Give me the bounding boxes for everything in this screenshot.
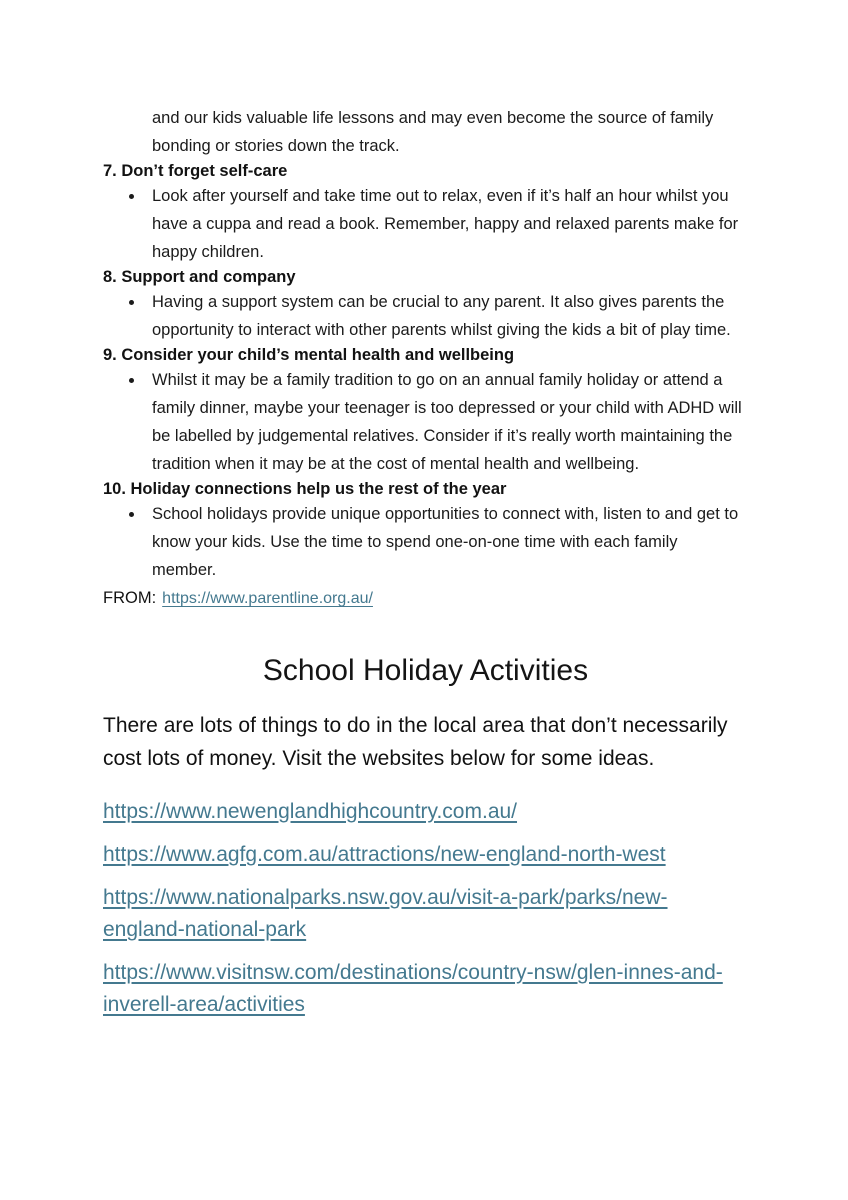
tip-heading-9: 9. Consider your child’s mental health and wellbeing — [103, 346, 515, 364]
source-line — [103, 584, 748, 613]
bullet-item — [152, 500, 744, 584]
bullet-text: Whilst it may be a family tradition to go on an annual family holiday or attend a family dinner, maybe your teenager is too depressed or your child with ADHD will be labelled by judgemental relatives. Consider if it’s really worth maintaining the tradition when it may be at the cost of mental health and wellbeing. — [152, 371, 742, 473]
bullet-icon — [129, 300, 134, 305]
tip-continuation-text: and our kids valuable life lessons and may even become the source of family bonding or stories down the track. — [152, 109, 714, 155]
tips-section — [103, 104, 748, 613]
activities-intro: There are lots of things to do in the local area that don’t necessarily cost lots of money. Visit the websites below for some ideas. — [103, 714, 728, 770]
tip-heading-7: 7. Don’t forget self-care — [103, 162, 288, 180]
bullet-icon — [129, 378, 134, 383]
bullet-text: Look after yourself and take time out to relax, even if it’s half an hour whilst you have a cuppa and read a book. Remember, happy and relaxed parents make for happy children. — [152, 187, 739, 261]
weblink-row — [103, 796, 748, 828]
parentline-link[interactable]: https://www.parentline.org.au/ — [162, 590, 373, 607]
newenglandhighcountry-link[interactable]: https://www.newenglandhighcountry.com.au/ — [103, 800, 518, 823]
tip-heading-8: 8. Support and company — [103, 268, 296, 286]
activities-section — [103, 649, 748, 1021]
weblink-row — [103, 957, 748, 1021]
weblink-row — [103, 839, 748, 871]
nationalparks-link[interactable]: https://www.nationalparks.nsw.gov.au/visit-a-park/parks/new-england-national-park — [103, 886, 668, 941]
bullet-icon — [129, 194, 134, 199]
bullet-text: School holidays provide unique opportunities to connect with, listen to and get to know your kids. Use the time to spend one-on-one time with each family member. — [152, 505, 739, 579]
bullet-item — [152, 288, 744, 344]
bullet-item — [152, 182, 744, 266]
tip-heading-10: 10. Holiday connections help us the rest of the year — [103, 480, 507, 498]
bullet-icon — [129, 512, 134, 517]
bullet-text: Having a support system can be crucial to any parent. It also gives parents the opportunity to interact with other parents whilst giving the kids a bit of play time. — [152, 293, 731, 339]
document-page — [103, 104, 748, 1021]
visitnsw-link[interactable]: https://www.visitnsw.com/destinations/country-nsw/glen-innes-and-inverell-area/activities — [103, 961, 723, 1016]
weblink-row — [103, 882, 748, 946]
source-label: FROM: — [103, 589, 157, 607]
activities-title: School Holiday Activities — [262, 654, 589, 687]
agfg-attractions-link[interactable]: https://www.agfg.com.au/attractions/new-england-north-west — [103, 843, 666, 866]
bullet-item — [152, 366, 744, 478]
